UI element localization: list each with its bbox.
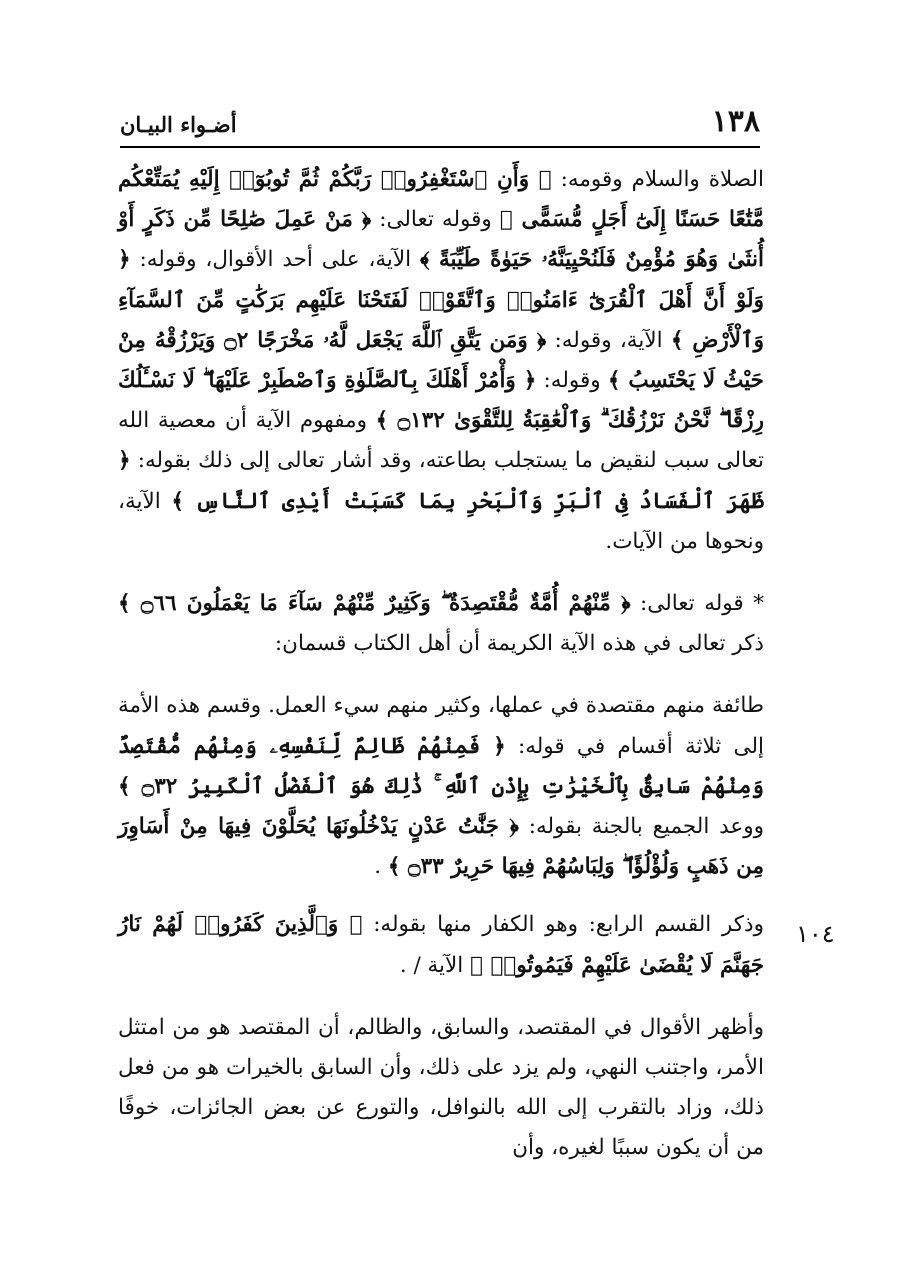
prose-text: ووعد الجميع بالجنة بقوله: bbox=[528, 814, 764, 840]
prose-text: وقوله: bbox=[543, 368, 601, 394]
prose-text: الصلاة والسلام وقومه: bbox=[560, 167, 764, 192]
quran-quote: ﴿ وَلَوْ أَنَّ أَهْلَ ٱلْقُرَىٰٓ ءَامَنُوا۟ وَٱتَّقَوْا۟ لَفَتَحْنَا عَلَيْهِم بَرَكَٰتٍ مِّنَ ٱلسَّمَآءِ وَٱلْأَرْضِ ﴾ bbox=[118, 247, 764, 353]
quran-quote: ﴿ وَمَن يَتَّقِ ٱللَّهَ يَجْعَل لَّهُۥ مَخْرَجًا ۝٢ وَيَرْزُقْهُ مِنْ حَيْثُ لَا يَحْتَسِبُ ﴾ bbox=[118, 327, 764, 394]
prose-text: وأظهر الأقوال في المقتصد، والسابق، والظالم، أن المقتصد هو من امتثل الأمر، واجتنب النهي، ولم يزد على ذلك، وأن السابق بالخيرات هو من فعل ذلك، وزاد بالتقرب إلى الله بالنوافل، والتورع عن بعض الجائزات، خوفًا من أن يكون سببًا لغيره، وأن bbox=[118, 1014, 764, 1161]
prose-text: الآية، على أحد الأقوال، وقوله: bbox=[139, 247, 412, 273]
prose-text: * قوله تعالى: bbox=[640, 591, 764, 617]
prose-text: . bbox=[374, 854, 382, 880]
paragraph-3 bbox=[118, 686, 764, 887]
prose-text: وذكر القسم الرابع: وهو الكفار منها بقوله: bbox=[373, 912, 764, 938]
quran-quote: ﴿ جَنَّٰتُ عَدْنٍ يَدْخُلُونَهَا يُحَلَّوْنَ فِيهَا مِنْ أَسَاوِرَ مِن ذَهَبٍ وَلُؤْلُؤًا ۖ وَلِبَاسُهُمْ فِيهَا حَرِيرٌ ۝٣٣ ﴾ bbox=[118, 814, 764, 880]
paragraph-5 bbox=[118, 1008, 764, 1169]
original-page-marker: ١٠٤ bbox=[796, 920, 835, 948]
prose-text: ومفهوم الآية أن معصية الله تعالى سبب لنقيض ما يستجلب بطاعته، وقد أشار تعالى إلى ذلك بقوله: bbox=[118, 408, 764, 474]
paragraph-1 bbox=[118, 160, 764, 562]
paragraph-4 bbox=[118, 905, 764, 985]
page-header bbox=[120, 104, 760, 144]
quran-quote: ﴿ مَنْ عَمِلَ صَٰلِحًا مِّن ذَكَرٍ أَوْ أُنثَىٰ وَهُوَ مُؤْمِنٌ فَلَنُحْيِيَنَّهُۥ حَيَوٰةً طَيِّبَةً ﴾ bbox=[118, 207, 765, 273]
quran-quote: ﴿ وَأْمُرْ أَهْلَكَ بِٱلصَّلَوٰةِ وَٱصْطَبِرْ عَلَيْهَا ۖ لَا نَسْـَٔلُكَ رِزْقًا ۖ نَّحْنُ نَرْزُقُكَ ۗ وَٱلْعَٰقِبَةُ لِلتَّقْوَىٰ ۝١٣٢ ﴾ bbox=[118, 368, 765, 434]
quran-quote: ﴿ ظَهَرَ ٱلْفَسَادُ فِى ٱلْبَرِّ وَٱلْبَحْرِ بِمَا كَسَبَتْ أَيْدِى ٱلنَّاسِ ﴾ bbox=[118, 448, 764, 514]
prose-text: طائفة منهم مقتصدة في عملها، وكثير منهم سيء العمل. وقسم هذه الأمة إلى ثلاثة أقسام في قوله: bbox=[118, 693, 764, 759]
running-title: أضـواء البيـان bbox=[120, 112, 237, 137]
page-number: ١٣٨ bbox=[711, 104, 760, 139]
quran-quote: ﴿ مِّنْهُمْ أُمَّةٌ مُّقْتَصِدَةٌ ۖ وَكَثِيرٌ مِّنْهُمْ سَآءَ مَا يَعْمَلُونَ ۝٦٦ ﴾ bbox=[118, 591, 631, 617]
prose-text: الآية، ونحوها من الآيات. bbox=[118, 488, 764, 554]
quran-quote: ﴿ فَمِنْهُمْ ظَالِمٌ لِّنَفْسِهِۦ وَمِنْهُم مُّقْتَصِدٌ وَمِنْهُمْ سَابِقٌۢ بِٱلْخَيْرَٰتِ بِإِذْنِ ٱللَّهِ ۚ ذَٰلِكَ هُوَ ٱلْفَضْلُ ٱلْكَبِيرُ ۝٣٢ ﴾ bbox=[118, 733, 764, 799]
prose-text: الآية / . bbox=[399, 952, 464, 978]
prose-text: الآية، وقوله: bbox=[554, 327, 663, 353]
header-divider bbox=[120, 146, 760, 148]
prose-text: وقوله تعالى: bbox=[379, 207, 492, 233]
quran-quote: ﴿ وَأَنِ ٱسْتَغْفِرُوا۟ رَبَّكُمْ ثُمَّ تُوبُوٓا۟ إِلَيْهِ يُمَتِّعْكُم مَّتَٰعًا حَسَنًا إِلَىٰٓ أَجَلٍ مُّسَمًّى ﴾ bbox=[118, 167, 764, 233]
page-body bbox=[118, 160, 764, 1169]
quran-quote: ﴿ وَٱلَّذِينَ كَفَرُوا۟ لَهُمْ نَارُ جَهَنَّمَ لَا يُقْضَىٰ عَلَيْهِمْ فَيَمُوتُوا۟ ﴾ bbox=[118, 912, 764, 978]
paragraph-2 bbox=[118, 584, 764, 664]
prose-text: ذكر تعالى في هذه الآية الكريمة أن أهل الكتاب قسمان: bbox=[274, 631, 764, 657]
